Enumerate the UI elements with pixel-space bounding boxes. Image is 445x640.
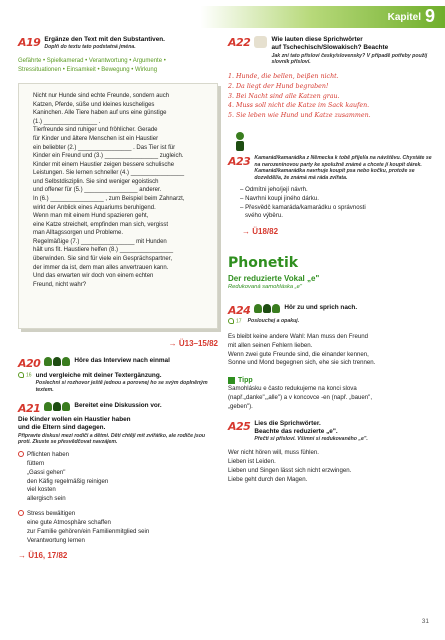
text-line: für Kinder und ältere Menschen ist ein Haustier	[33, 135, 159, 142]
chapter-label	[388, 5, 435, 29]
proverb: 4. Muss soll nicht die Katze im Sack kaufen.	[228, 102, 370, 110]
text-line: In (6.) ________________ , zum Beispiel beim Zahnarzt,	[33, 196, 185, 203]
argument: Stress bewältigen	[27, 510, 76, 518]
workbook-reference[interactable]	[18, 551, 218, 561]
proverb: 3. Bei Nacht sind alle Katzen grau.	[228, 92, 340, 100]
workbook-reference[interactable]	[18, 339, 218, 349]
tipp-square-icon	[228, 377, 235, 384]
argument: „Gassi gehen"	[27, 468, 66, 476]
exercise-number: A22	[228, 36, 251, 49]
text-line: Leistungen. Sie lernen schneller (4.) ________________	[33, 170, 185, 177]
text-line: ein beliebter (2.) ________________ . Das Tier ist für	[33, 144, 176, 151]
exercise-title: Wie lauten diese Sprichwörter	[271, 36, 363, 43]
exercise-title: Hör zu und sprich nach.	[284, 303, 358, 311]
text-line: Samohlásku e často redukujeme na konci slova	[228, 385, 357, 393]
reference-page: /82	[56, 551, 68, 561]
text-line: Es bleibt keine andere Wahl: Man muss den Freund	[228, 332, 369, 340]
tipp-box	[228, 376, 433, 412]
audio-track[interactable]	[18, 372, 32, 394]
exercise-number: A25	[228, 419, 251, 433]
exercise-title: Bereitet eine Diskussion vor.	[74, 401, 162, 409]
reference-link[interactable]: → Ü18	[242, 227, 267, 237]
text-line: Wenn zwei gute Freunde sind, die einander kennen,	[228, 350, 369, 358]
exercise-subtitle: Připravte diskusi mezi rodiči a dětmi. Děti chtějí mít zvířátko, ale rodiče jsou proti. Zkuste se přesvědčovat navzájem.	[18, 432, 206, 446]
text-line: Kaninchen. Alle Tiere haben auf uns eine günstige	[33, 110, 167, 117]
reference-link[interactable]: → Ü13–15	[168, 339, 207, 349]
argument: allergisch sein	[27, 495, 66, 503]
exercise-subtitle: Přečti si přísloví. Všimni si redukovaného „e".	[254, 436, 368, 443]
exercise-title: Ergänze den Text mit den Substantiven.	[44, 36, 165, 43]
chapter-number: 9	[424, 6, 435, 27]
argument: Verantwortung lernen	[27, 536, 85, 544]
exercise-title: Lies die Sprichwörter.	[254, 419, 321, 427]
left-column	[18, 36, 218, 562]
argument-list-2	[18, 510, 218, 545]
exercise-title: Höre das Interview nach einmal	[74, 357, 170, 365]
header-band	[0, 6, 445, 28]
argument: viel kosten	[27, 486, 56, 494]
exercise-a20	[18, 357, 218, 393]
text-line: Lieben ist Leiden.	[228, 457, 276, 465]
text-line: überwinden. Sie sind für viele ein Gesprächspartner,	[33, 256, 173, 263]
exercise-subtitle: Jak zní tato přísloví česky/slovensky? V případě potřeby použij slovník přísloví.	[271, 52, 428, 66]
proverb: 5. Sie leben wie Hund und Katze zusammen.	[228, 112, 371, 120]
reference-page: /82	[266, 227, 279, 237]
text-line: Und das erwarten wir doch von einem echten	[33, 273, 154, 280]
exercise-a25	[228, 420, 433, 485]
text-line: mit allen seinen Fehlern lieben.	[228, 341, 313, 349]
text-line: Regelmäßige (7.) ________________ mit Hunden	[33, 238, 167, 245]
section-subtitle-cz: Redukovaná samohláska „e"	[228, 284, 302, 291]
exercise-a24	[228, 304, 433, 368]
pair-work-icon	[254, 304, 280, 313]
argument: eine gute Atmosphäre schaffen	[27, 518, 111, 526]
task: Odmítni jeho/její návrh.	[245, 185, 308, 193]
illustration-stick-figure	[232, 131, 248, 153]
text-line: hält uns fit. Haustiere helfen (8.) ________________	[33, 247, 174, 254]
exercise-title-cont: Beachte das reduzierte „e".	[254, 428, 338, 436]
text-line: und offener für (5.) ________________ anderer.	[33, 187, 162, 194]
text-line: Nicht nur Hunde sind echte Freunde, sondern auch	[33, 93, 170, 100]
exercise-number: A20	[18, 357, 41, 371]
text-line: Freund, nicht wahr?	[33, 281, 87, 288]
text-line: Kinder ein Freund und (3.) ________________ zugleich.	[33, 153, 184, 160]
audio-track[interactable]	[228, 318, 242, 325]
exercise-subtitle: Poslechni si rozhovor ještě jednou a porovnej ho se svým doplněným textem.	[35, 380, 208, 393]
exercise-title-cont: und vergleiche mit deiner Textergänzung.	[35, 371, 162, 379]
argument: Pflichten haben	[27, 451, 70, 459]
task: Přesvědč kamaráda/kamarádku o správnosti	[245, 203, 366, 211]
group-work-icon	[44, 402, 70, 411]
reference-link[interactable]: → Ü16, 17	[18, 551, 57, 561]
frown-icon	[18, 451, 24, 457]
word-bank	[18, 57, 218, 75]
exercise-number: A23	[228, 154, 251, 168]
text-line: Wenn man mit einem Hund spazieren geht,	[33, 213, 149, 220]
text-line: Liebe geht durch den Magen.	[228, 475, 308, 483]
text-line: Kinder mit einem Haustier zeigen bessere schulische	[33, 161, 175, 168]
phonetik-section	[228, 254, 433, 292]
section-title: Phonetik	[228, 254, 299, 271]
exercise-title-cont: Die Kinder wollen ein Haustier haben	[18, 415, 131, 423]
text-line: (např.„danke",„alle") a v koncovce -en (např. „bauen",	[228, 394, 373, 402]
exercise-title-cont: auf Tschechisch/Slowakisch? Beachte	[271, 44, 389, 52]
reference-page: /82	[206, 339, 218, 349]
text-line: der immer da ist, dem man alles anvertrauen kann.	[33, 264, 169, 271]
word-bank-line: Stressituationen • Einsamkeit • Bewegung • Wirkung	[18, 67, 158, 74]
exercise-number: A21	[18, 401, 41, 415]
task: svého výběru.	[245, 212, 283, 220]
section-subtitle: Der reduzierte Vokal „e"	[228, 273, 320, 283]
exercise-number: A19	[18, 36, 41, 49]
track-number: 17	[236, 318, 242, 325]
proverb: 1. Hunde, die bellen, beißen nicht.	[228, 73, 339, 81]
smile-icon	[18, 510, 24, 516]
workbook-reference[interactable]	[242, 227, 433, 237]
page-header	[0, 0, 445, 34]
text-line: (1.) ________________ .	[33, 118, 101, 125]
proverb: 2. Da liegt der Hund begraben!	[228, 82, 329, 90]
right-column	[228, 36, 433, 484]
exercise-number: A24	[228, 303, 251, 317]
text-line: Tierfreunde sind ruhiger und fröhlicher. Gerade	[33, 127, 158, 134]
text-line: Katzen, Pferde, süße und kleines kuscheliges	[33, 101, 155, 108]
audio-icon	[228, 318, 234, 324]
argument: füttern	[27, 459, 45, 467]
text-line: wirkt der Anblick eines Aquariums beruhigend.	[33, 204, 156, 211]
tipp-label: Tipp	[238, 377, 253, 385]
text-line: und Selbstdisziplin. Sie sind weniger egoistisch	[33, 178, 159, 185]
exercise-title-cont: und die Eltern sind dagegen.	[18, 424, 106, 432]
dog-cat-icon	[254, 36, 267, 48]
task: Navrhni koupi jiného dárku.	[245, 194, 319, 202]
pair-work-icon	[44, 357, 70, 366]
exercise-a23	[228, 155, 433, 238]
argument: den Käfig regelmäßig reinigen	[27, 477, 109, 485]
listening-text	[228, 333, 433, 368]
exercise-a19	[18, 36, 218, 349]
text-line: eine Katze streichelt, empfinden man sich, vergisst	[33, 221, 169, 228]
exercise-instructions: Kamarád/kamarádka z Německa k tobě přijel/a na návštěvu. Chystáte se na narozeninovou party ke spolužně známé a chcete jí koupit dárek. Kamarád/kamarádka navrhuje koupit psa nebo kočku, protože se dozvěděl/a, že známá má ráda zvířata.	[254, 154, 432, 182]
proverb-reading-text	[228, 449, 433, 484]
exercise-subtitle: Doplň do textu tato podstatná jména.	[44, 44, 136, 51]
argument-list-1	[18, 451, 218, 504]
text-line: Wer nicht hören will, muss fühlen.	[228, 449, 319, 457]
text-line: Sonne und Mond begegnen sich, ehe sie sich trennen.	[228, 359, 376, 367]
text-line: Lieben und Singen lässt sich nicht erzwingen.	[228, 466, 352, 474]
track-number: 16	[26, 372, 32, 379]
exercise-a21	[18, 402, 218, 562]
exercise-a22	[228, 36, 433, 121]
proverb-list	[228, 72, 433, 121]
text-line: „geben").	[228, 402, 253, 410]
text-paper	[18, 83, 218, 329]
word-bank-line: Gefährte • Spielkamerad • Verantwortung • Argumente •	[18, 58, 166, 65]
audio-icon	[18, 372, 24, 378]
text-line: man Alltagssorgen und Probleme.	[33, 230, 124, 237]
chapter-word: Kapitel	[387, 11, 421, 23]
page-number: 31	[421, 617, 429, 625]
exercise-subtitle: Poslouchej a opakuj.	[247, 318, 300, 325]
argument: zur Familie gehören/ein Familienmitglied sein	[27, 527, 150, 535]
task-list: – Odmítni jeho/její návrh. – Navrhni koupi jiného dárku. – Přesvědč kamaráda/kamarádku o správnosti svého výběru.	[228, 186, 433, 221]
tipp-text	[228, 385, 433, 411]
